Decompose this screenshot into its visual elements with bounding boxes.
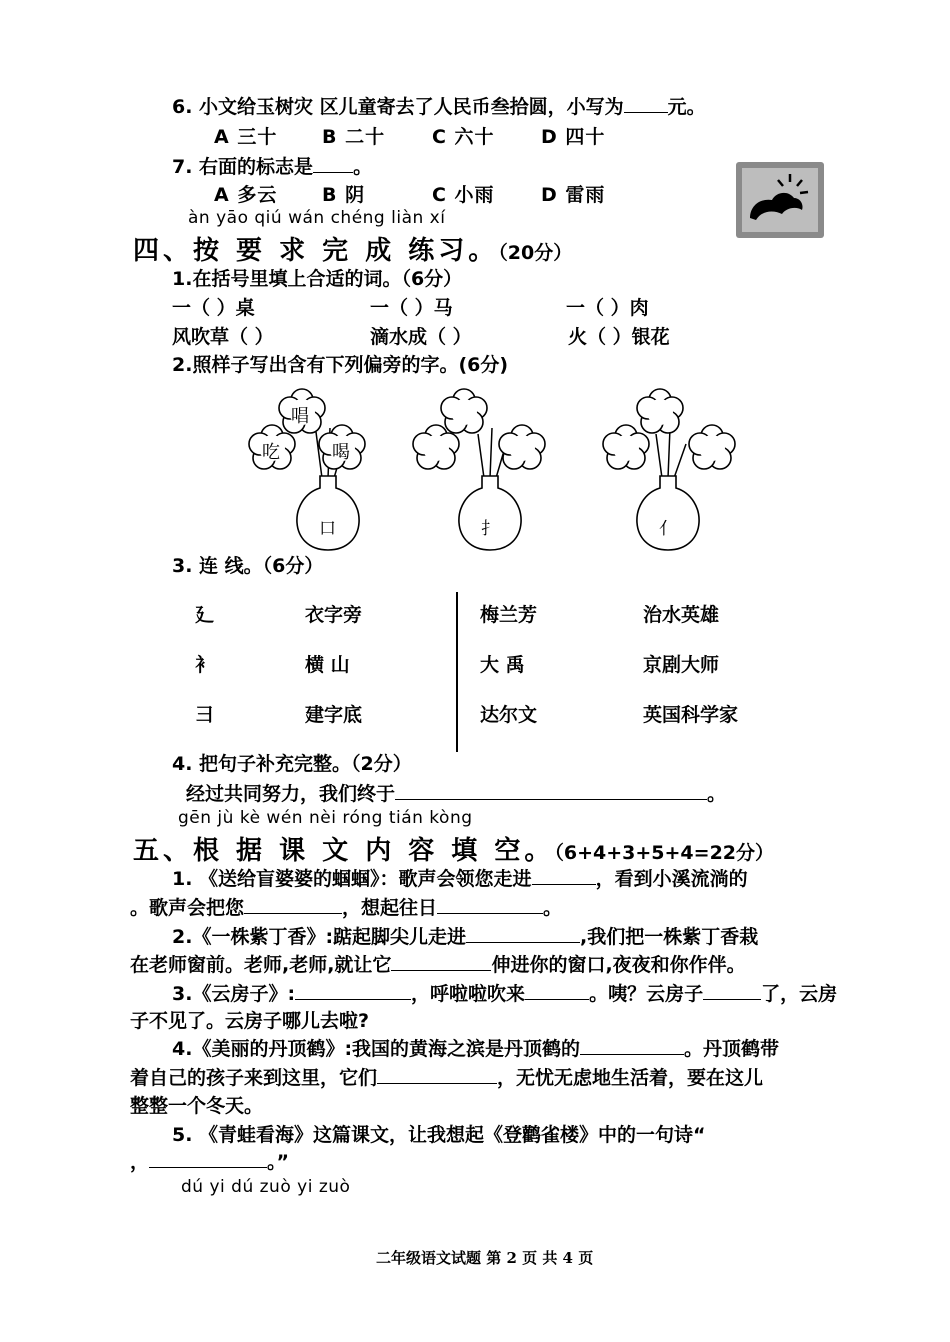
match-left-a-3[interactable]: 彐: [195, 704, 215, 726]
section4-title: [133, 230, 572, 267]
s5-q2-line2: [130, 950, 746, 977]
s5-q2-blank1[interactable]: [466, 924, 580, 943]
s5-q1-c: 。歌声会把您: [130, 897, 245, 919]
flower-label-1: 唱: [291, 406, 309, 427]
s5-q3-blank2[interactable]: [525, 981, 589, 1000]
section4-score: （20分）: [498, 242, 573, 264]
q6-line: [172, 92, 706, 119]
q7-option-d[interactable]: D 雷雨: [541, 184, 606, 206]
s5-q1-line2: [130, 893, 562, 920]
q7-option-a[interactable]: A 多云: [214, 184, 278, 206]
q6-suffix: 元。: [667, 96, 706, 118]
s5-q2-d: 伸进你的窗口,夜夜和你作伴。: [491, 954, 746, 976]
page-footer: 二年级语文试题 第 2 页 共 4 页: [376, 1249, 594, 1267]
s5-q1-e: 。: [543, 897, 563, 919]
match-right-a-3[interactable]: 达尔文: [480, 704, 538, 726]
s5-q2-c: 在老师窗前。老师,老师,就让它: [130, 954, 392, 976]
sub4-title: 4. 把句子补充完整。（2分）: [172, 753, 412, 775]
flower-label-3: 喝: [332, 442, 350, 463]
q6-option-c[interactable]: C 六十: [432, 126, 495, 148]
sub1-row2-item1[interactable]: 风吹草（ ）: [172, 326, 274, 348]
section5-pinyin: gēn jù kè wén nèi róng tián kòng: [178, 808, 473, 828]
s5-q4-d: ，无忧无虑地生活着，要在这儿: [497, 1067, 764, 1089]
s5-q1-blank2[interactable]: [244, 895, 342, 914]
sub4-blank[interactable]: [395, 781, 707, 800]
s5-q2-a: 2.《一株紫丁香》:踮起脚尖儿走进: [172, 926, 467, 948]
s5-q5-blank[interactable]: [149, 1149, 267, 1168]
vase-2: [413, 389, 545, 550]
s5-q4-e: 整整一个冬天。: [130, 1095, 264, 1117]
s5-q1-b: ，看到小溪流淌的: [595, 868, 748, 890]
s5-q3-e: 子不见了。云房子哪儿去啦?: [130, 1010, 370, 1032]
s5-q3-blank1[interactable]: [295, 981, 411, 1000]
s5-q5-a: 5. 《青蛙看海》这篇课文，让我想起《登鹳雀楼》中的一句诗“: [172, 1124, 706, 1146]
q7-option-b[interactable]: B 阴: [322, 184, 366, 206]
vase-radical-3: 亻: [659, 519, 676, 539]
q6-option-a[interactable]: A 三十: [214, 126, 278, 148]
s5-q4-b: 。丹顶鹤带: [684, 1038, 780, 1060]
match-left-b-1[interactable]: 衣字旁: [305, 604, 363, 626]
q7-text: 7. 右面的标志是: [172, 156, 314, 178]
match-right-b-3[interactable]: 英国科学家: [643, 704, 739, 726]
s5-q3-b: ，呼啦啦吹来: [411, 983, 526, 1005]
s5-q3-a: 3.《云房子》:: [172, 983, 296, 1005]
q6-option-d[interactable]: D 四十: [541, 126, 606, 148]
match-right-a-1[interactable]: 梅兰芳: [480, 604, 538, 626]
match-right-b-2[interactable]: 京剧大师: [643, 654, 720, 676]
vase-radical-1: 口: [319, 519, 336, 539]
s5-q4-c: 着自己的孩子来到这里，它们: [130, 1067, 378, 1089]
sub1-title: 1.在括号里填上合适的词。（6分）: [172, 268, 463, 290]
sub4-sentence-text: 经过共同努力，我们终于: [186, 783, 396, 805]
s5-q2-b: ,我们把一株紫丁香栽: [580, 926, 759, 948]
s5-q4-blank2[interactable]: [377, 1065, 497, 1084]
s5-q4-line2: [130, 1063, 763, 1090]
section5-pinyin-end: dú yi dú zuò yi zuò: [181, 1177, 351, 1197]
sub2-title: 2.照样子写出含有下列偏旁的字。(6分): [172, 354, 509, 376]
s5-q3-d: 了，云房: [761, 983, 838, 1005]
sub3-title: 3. 连 线。（6分）: [172, 555, 324, 577]
q6-option-b[interactable]: B 二十: [322, 126, 386, 148]
q7-line: [172, 152, 372, 179]
section5-title: [133, 830, 774, 867]
section5-score: （6+4+3+5+4=22分）: [554, 842, 775, 864]
s5-q1-d: ，想起往日: [342, 897, 438, 919]
s5-q5-b: ，: [130, 1151, 150, 1173]
sub4-end: 。: [707, 783, 727, 805]
section4-pinyin: àn yāo qiú wán chéng liàn xí: [188, 208, 446, 228]
s5-q4-a: 4.《美丽的丹顶鹤》:我国的黄海之滨是丹顶鹤的: [172, 1038, 581, 1060]
s5-q1-blank1[interactable]: [532, 866, 596, 885]
sub1-row1-item1[interactable]: 一（ ）桌: [172, 297, 255, 319]
sub1-row1-item2[interactable]: 一（ ）马: [370, 297, 453, 319]
match-right-b-1[interactable]: 治水英雄: [643, 604, 720, 626]
match-left-b-3[interactable]: 建字底: [305, 704, 363, 726]
s5-q5-c: 。”: [267, 1151, 290, 1173]
s5-q3-c: 。咦？云房子: [589, 983, 704, 1005]
sub1-row2-item3[interactable]: 火（ ）银花: [568, 326, 670, 348]
s5-q5-line2: [130, 1147, 289, 1174]
s5-q1-blank3[interactable]: [437, 895, 543, 914]
q6-text: 6. 小文给玉树灾 区儿童寄去了人民币叁拾圆，小写为: [172, 96, 624, 118]
q7-blank[interactable]: [313, 154, 353, 173]
s5-q1-line1: [172, 864, 748, 891]
cloudy-sun-icon: [736, 162, 824, 238]
match-right-a-2[interactable]: 大 禹: [480, 654, 525, 676]
vase-radical-2: 扌: [481, 519, 498, 539]
s5-q4-line1: [172, 1034, 779, 1061]
s5-q2-blank2[interactable]: [391, 952, 491, 971]
divider: [456, 592, 458, 752]
flower-label-2: 吃: [262, 442, 280, 463]
s5-q2-line1: [172, 922, 758, 949]
match-left-a-1[interactable]: 廴: [195, 604, 215, 626]
s5-q1-a: 1. 《送给盲婆婆的蝈蝈》：歌声会领您走进: [172, 868, 532, 890]
q7-option-c[interactable]: C 小雨: [432, 184, 495, 206]
s5-q3-blank3[interactable]: [703, 981, 761, 1000]
sub1-row1-item3[interactable]: 一（ ）肉: [566, 297, 649, 319]
section4-title-text: 四、按 要 求 完 成 练习。: [133, 236, 499, 266]
s5-q3-line1: [172, 979, 837, 1006]
s5-q4-blank1[interactable]: [580, 1036, 684, 1055]
match-left-a-2[interactable]: 衤: [195, 654, 215, 676]
q7-suffix: 。: [353, 156, 373, 178]
sub1-row2-item2[interactable]: 滴水成（ ）: [370, 326, 472, 348]
q6-blank[interactable]: [624, 94, 668, 113]
sub4-sentence: [186, 779, 726, 806]
section5-title-text: 五、根 据 课 文 内 容 填 空。: [133, 836, 555, 866]
match-left-b-2[interactable]: 横 山: [305, 654, 350, 676]
